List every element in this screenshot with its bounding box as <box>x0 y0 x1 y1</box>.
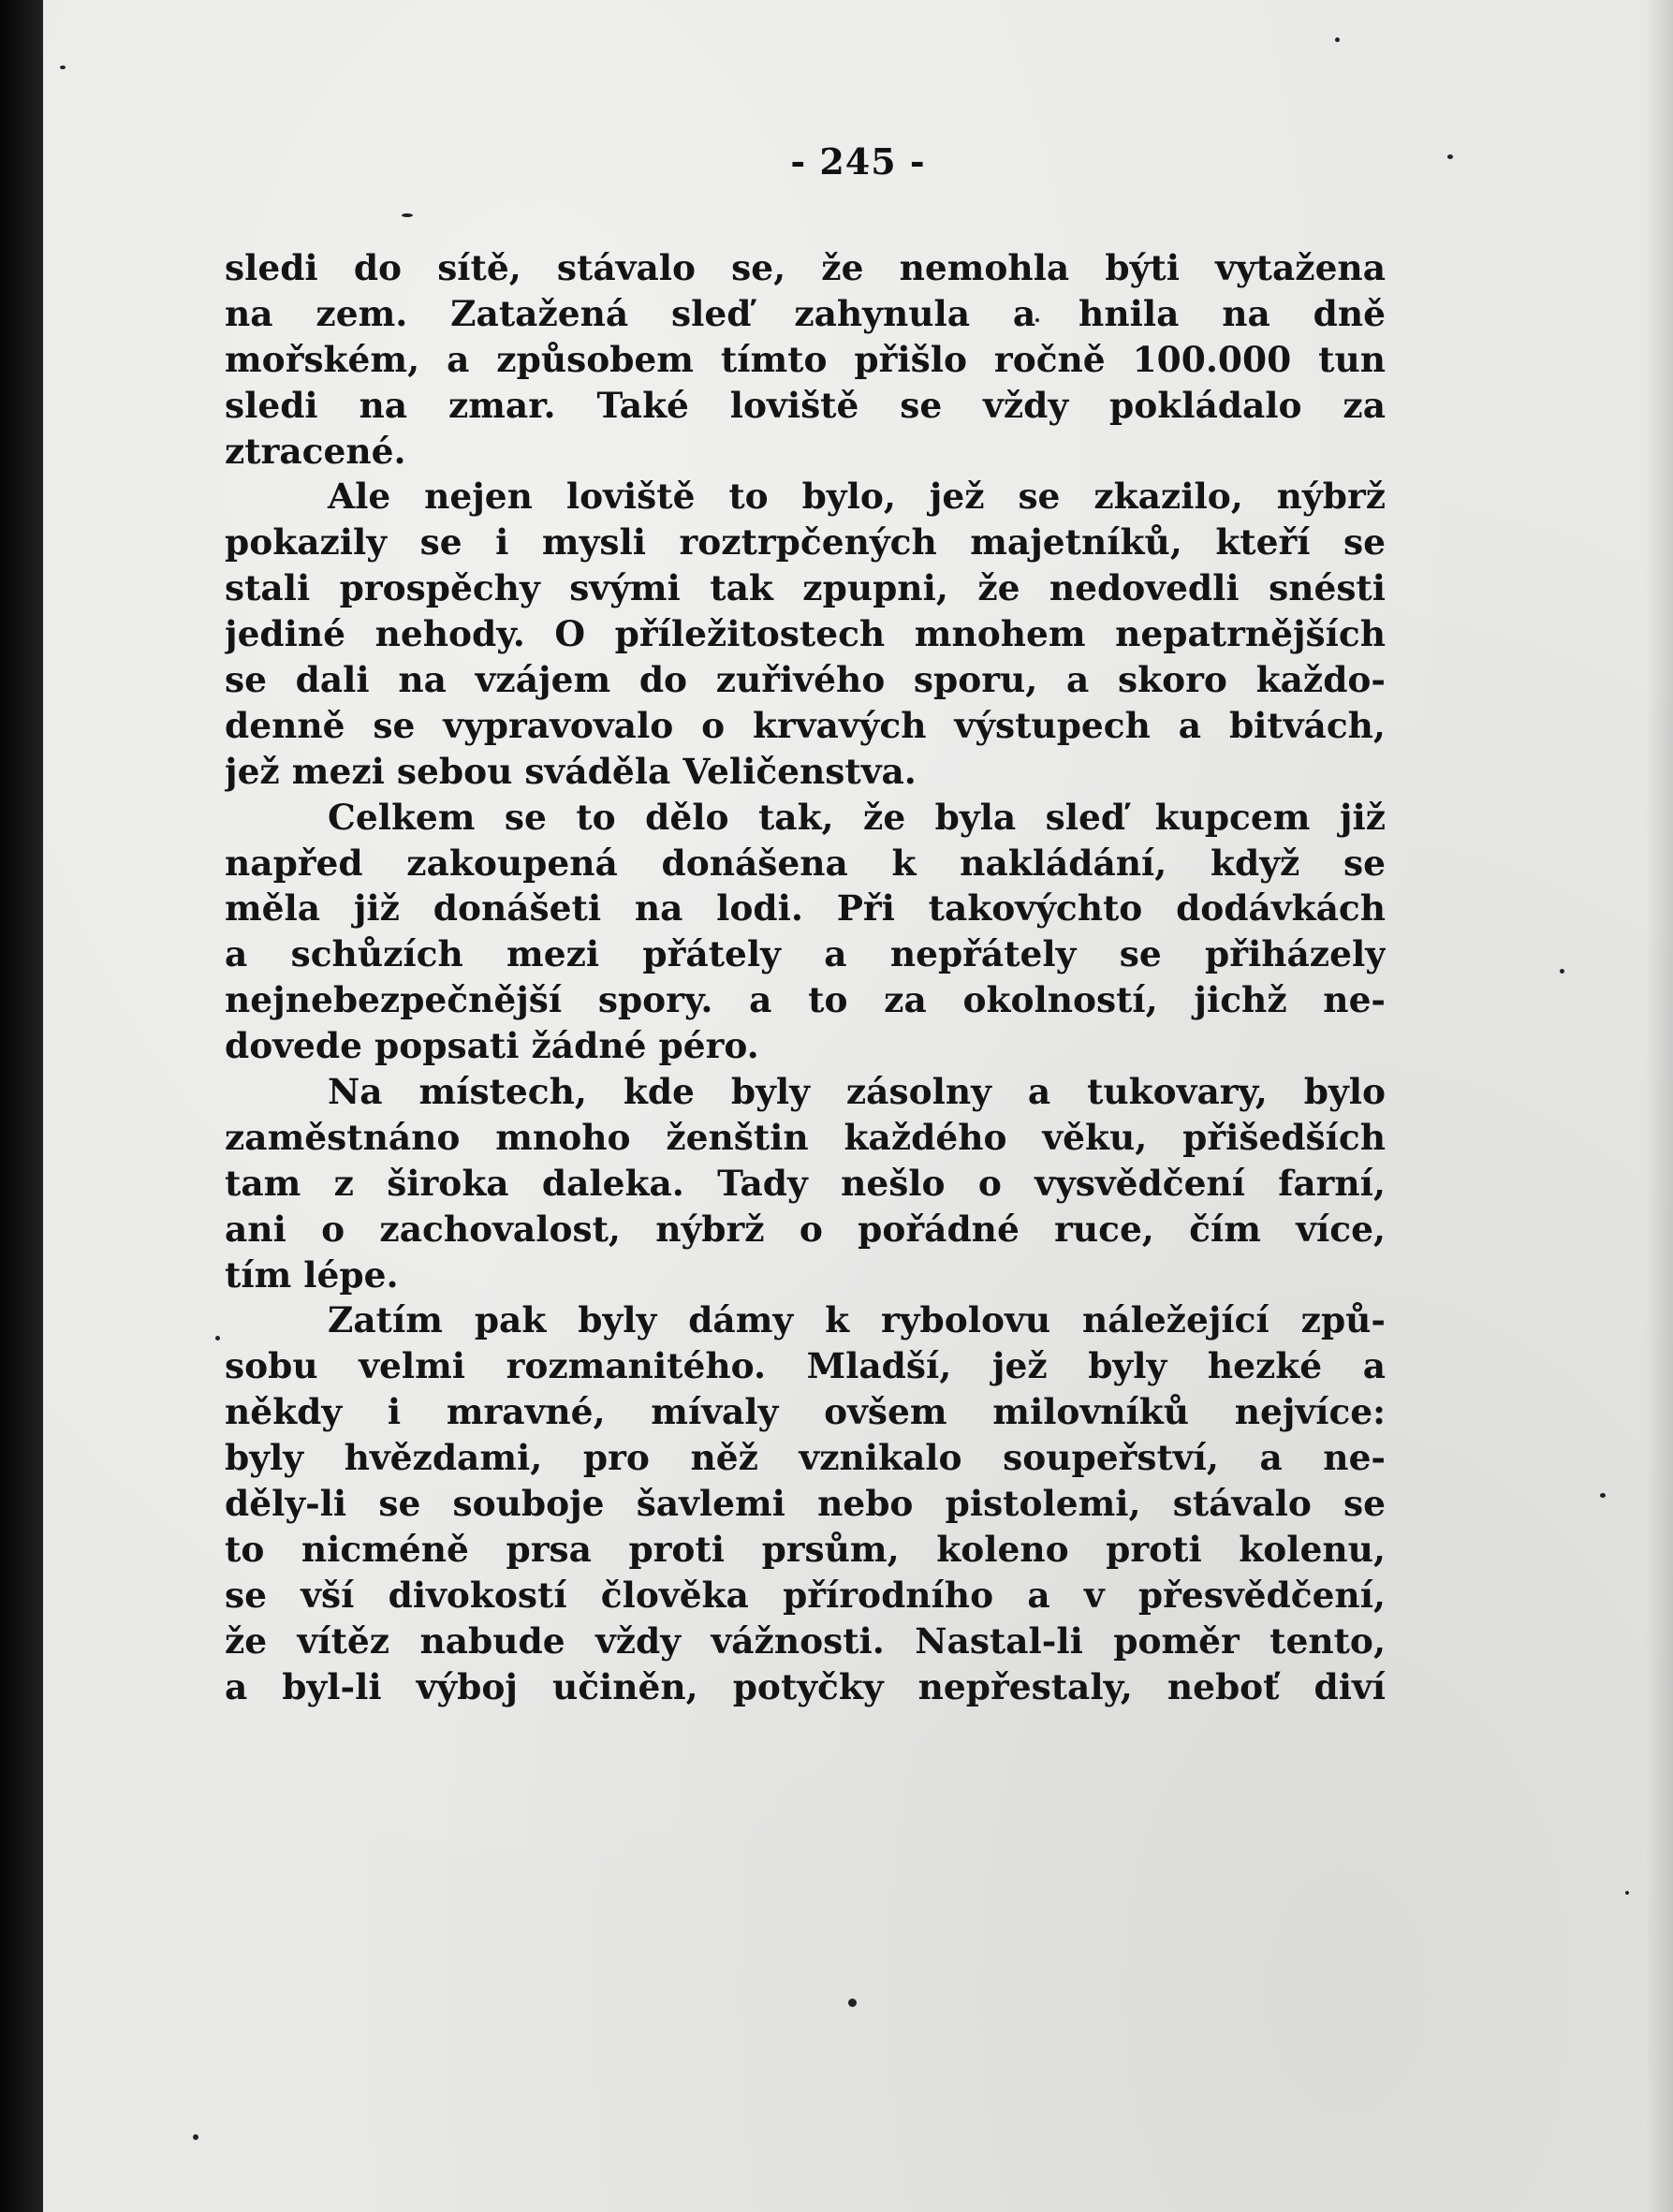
text-line: Ale nejen loviště to bylo, jež se zkazilo, nýbrž <box>328 476 1386 518</box>
scan-speck <box>1335 37 1340 42</box>
scan-speck <box>1625 1891 1629 1895</box>
paragraph-3 <box>225 795 1386 1069</box>
text-line: se vší divokostí člověka přírodního a v přesvědčení, <box>225 1574 1386 1616</box>
scan-speck <box>1600 1493 1606 1498</box>
text-line: to nicméně prsa proti prsům, koleno proti kolenu, <box>225 1528 1386 1570</box>
scan-speck <box>193 2134 198 2140</box>
text-line: ani o zachovalost, nýbrž o pořádné ruce, čím více, <box>225 1208 1386 1250</box>
text-line: Na místech, kde byly zásolny a tukovary, bylo <box>328 1071 1386 1113</box>
text-line: Celkem se to dělo tak, že byla sleď kupcem již <box>328 796 1386 838</box>
text-line: zaměstnáno mnoho ženštin každého věku, přišedších <box>225 1116 1386 1158</box>
scan-speck <box>60 66 66 69</box>
body-text <box>225 245 1386 1710</box>
text-line: na zem. Zatažená sleď zahynula a hnila na dně <box>225 292 1386 334</box>
text-line: sobu velmi rozmanitého. Mladší, jež byly hezké a <box>225 1345 1386 1387</box>
text-line: jediné nehody. O příležitostech mnohem nepatrnějších <box>225 613 1386 655</box>
text-line: denně se vypravovalo o krvavých výstupech a bitvách, <box>225 704 1386 746</box>
text-line: a schůzích mezi přátely a nepřátely se přiházely <box>225 933 1386 975</box>
scan-speck <box>402 213 413 217</box>
text-line: že vítěz nabude vždy vážnosti. Nastal-li poměr tento, <box>225 1619 1386 1662</box>
text-line: jež mezi sebou sváděla Veličenstva. <box>225 750 917 792</box>
text-line: sledi na zmar. Také loviště se vždy pokládalo za <box>225 384 1386 426</box>
scan-speck <box>848 1999 857 2007</box>
text-line: Zatím pak byly dámy k rybolovu náležející způ- <box>328 1299 1386 1341</box>
scan-speck <box>215 1336 220 1340</box>
text-line: napřed zakoupená donášena k nakládání, když se <box>225 842 1386 884</box>
scan-speck <box>1560 969 1564 974</box>
text-line: byly hvězdami, pro něž vznikalo soupeřství, a ne- <box>225 1437 1386 1479</box>
page-edge-shadow <box>1645 0 1673 2212</box>
text-line: sledi do sítě, stávalo se, že nemohla býti vytažena <box>225 247 1386 288</box>
text-line: pokazily se i mysli roztrpčených majetníků, kteří se <box>225 521 1386 564</box>
text-line: nejnebezpečnější spory. a to za okolností, jichž ne- <box>225 979 1386 1021</box>
text-line: stali prospěchy svými tak zpupni, že nedovedli snésti <box>225 567 1386 609</box>
paragraph-2 <box>225 474 1386 794</box>
text-line: se dali na vzájem do zuřivého sporu, a skoro každo- <box>225 659 1386 701</box>
text-line: mořském, a způsobem tímto přišlo ročně 100.000 tun <box>225 338 1386 380</box>
paragraph-1 <box>225 245 1386 474</box>
page-number: - 245 - <box>790 140 926 183</box>
paragraph-4 <box>225 1069 1386 1297</box>
text-line: měla již donášeti na lodi. Při takovýchto dodávkách <box>225 887 1386 930</box>
text-line: dovede popsati žádné péro. <box>225 1025 759 1067</box>
text-line: tam z široka daleka. Tady nešlo o vysvědčení farní, <box>225 1162 1386 1204</box>
text-line: děly-li se souboje šavlemi nebo pistolemi, stávalo se <box>225 1483 1386 1525</box>
text-line: a byl-li výboj učiněn, potyčky nepřestaly, neboť diví <box>225 1665 1386 1707</box>
text-line: ztracené. <box>225 430 406 472</box>
text-line: tím lépe. <box>225 1253 399 1296</box>
paragraph-5 <box>225 1297 1386 1709</box>
text-line: někdy i mravné, mívaly ovšem milovníků nejvíce: <box>225 1391 1386 1433</box>
